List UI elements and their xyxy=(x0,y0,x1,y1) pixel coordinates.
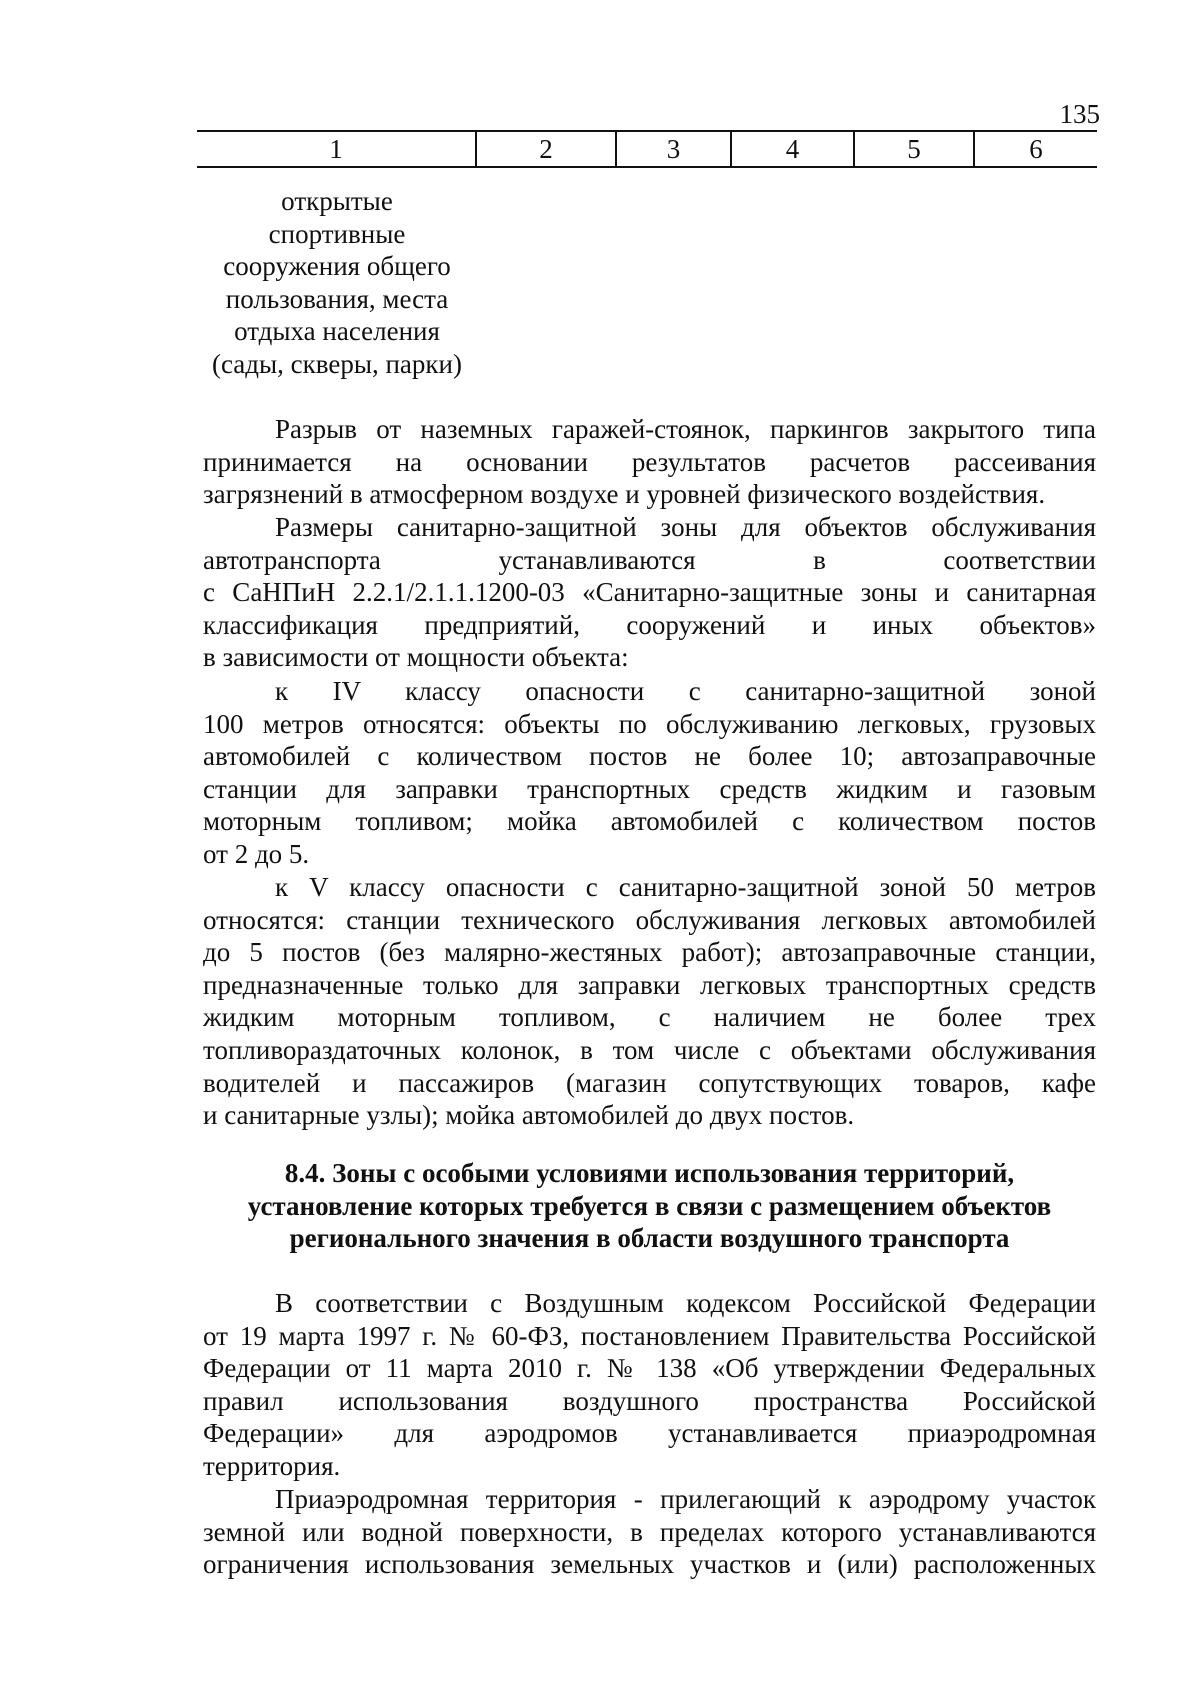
table-header-col-3: 3 xyxy=(617,132,732,166)
paragraph-line: Федерации» для аэродромов устанавливается приаэродромная xyxy=(203,1418,1096,1449)
paragraph-sanitary-zone-sizes xyxy=(203,511,1096,674)
paragraph-line: правил использования воздушного пространства Российской xyxy=(203,1385,1096,1416)
paragraph-line: Разрыв от наземных гаражей-стоянок, паркингов закрытого типа xyxy=(275,414,1096,444)
paragraph-line: в зависимости от мощности объекта: xyxy=(203,642,629,673)
table-cell-line: пользования, места xyxy=(225,283,449,314)
paragraph-line: Федерации от 11 марта 2010 г. № 138 «Об утверждении Федеральных xyxy=(203,1353,1096,1384)
table-cell-line: спортивные xyxy=(268,218,406,249)
paragraph-line: от 19 марта 1997 г. № 60-ФЗ, постановлением Правительства Российской xyxy=(203,1320,1096,1351)
paragraph-line: Размеры санитарно-защитной зоны для объектов обслуживания xyxy=(275,512,1096,542)
heading-line: 8.4. Зоны с особыми условиями использования территорий, xyxy=(284,1158,1015,1188)
table-cell-recreation-areas xyxy=(197,185,477,381)
paragraph-line: земной или водной поверхности, в пределах которого устанавливаются xyxy=(203,1516,1096,1547)
table-header-col-2: 2 xyxy=(477,132,617,166)
table-header-col-5: 5 xyxy=(855,132,975,166)
paragraph-line: жидким моторным топливом, с наличием не более трех xyxy=(203,1002,1096,1033)
paragraph-line: автотранспорта устанавливаются в соответствии xyxy=(203,544,1096,575)
heading-line: установление которых требуется в связи с размещением объектов xyxy=(247,1190,1052,1221)
paragraph-line: водителей и пассажиров (магазин сопутствующих товаров, кафе xyxy=(203,1067,1096,1098)
page-number: 135 xyxy=(1059,99,1100,129)
paragraph-line: классификация предприятий, сооружений и иных объектов» xyxy=(203,609,1096,640)
paragraph-line: от 2 до 5. xyxy=(203,838,310,869)
paragraph-line: с СаНПиН 2.2.1/2.1.1.1200-03 «Санитарно-защитные зоны и санитарная xyxy=(203,577,1096,608)
paragraph-line: моторным топливом; мойка автомобилей с количеством постов xyxy=(203,806,1096,837)
table-cell-line: (сады, скверы, парки) xyxy=(212,348,462,379)
paragraph-line: загрязнений в атмосферном воздухе и уровней физического воздействия. xyxy=(203,479,1046,510)
paragraph-air-code xyxy=(203,1287,1096,1483)
paragraph-line: ограничения использования земельных участков и (или) расположенных xyxy=(203,1549,1096,1580)
table-cell-line: сооружения общего xyxy=(223,251,451,282)
paragraph-line: принимается на основании результатов расчетов рассеивания xyxy=(203,446,1096,477)
paragraph-line: 100 метров относятся: объекты по обслуживанию легковых, грузовых xyxy=(203,708,1096,739)
paragraph-class-v xyxy=(203,871,1096,1132)
paragraph-line: до 5 постов (без малярно-жестяных работ); автозаправочные станции, xyxy=(203,937,1096,968)
table-header-col-1: 1 xyxy=(197,132,477,166)
paragraph-line: территория. xyxy=(203,1450,341,1481)
paragraph-line: Приаэродромная территория - прилегающий к аэродрому участок xyxy=(275,1484,1096,1514)
paragraph-line: относятся: станции технического обслуживания легковых автомобилей xyxy=(203,904,1096,935)
table-cell-line: открытые xyxy=(281,186,393,216)
table-header-col-6: 6 xyxy=(1029,134,1043,164)
paragraph-line: и санитарные узлы); мойка автомобилей до двух постов. xyxy=(203,1100,855,1131)
paragraph-line: топливораздаточных колонок, в том числе с объектами обслуживания xyxy=(203,1034,1096,1065)
table-cell-line: отдыха населения xyxy=(234,316,440,347)
section-heading-8-4 xyxy=(203,1157,1096,1255)
heading-line: регионального значения в области воздушного транспорта xyxy=(289,1223,1010,1254)
paragraph-line: станции для заправки транспортных средств жидким и газовым xyxy=(203,773,1096,804)
paragraph-line: В соответствии с Воздушным кодексом Российской Федерации xyxy=(275,1288,1096,1318)
paragraph-line: автомобилей с количеством постов не более 10; автозаправочные xyxy=(203,741,1096,772)
paragraph-line: предназначенные только для заправки легковых транспортных средств xyxy=(203,969,1096,1000)
table-header-col-4: 4 xyxy=(732,132,855,166)
paragraph-line: к IV классу опасности с санитарно-защитной зоной xyxy=(275,676,1096,706)
paragraph-class-iv xyxy=(203,675,1096,871)
paragraph-aerodrome-territory xyxy=(203,1483,1096,1581)
paragraph-line: к V классу опасности с санитарно-защитной зоной 50 метров xyxy=(275,872,1096,902)
table-header-row xyxy=(197,130,1097,168)
paragraph-garage-distance xyxy=(203,413,1096,511)
